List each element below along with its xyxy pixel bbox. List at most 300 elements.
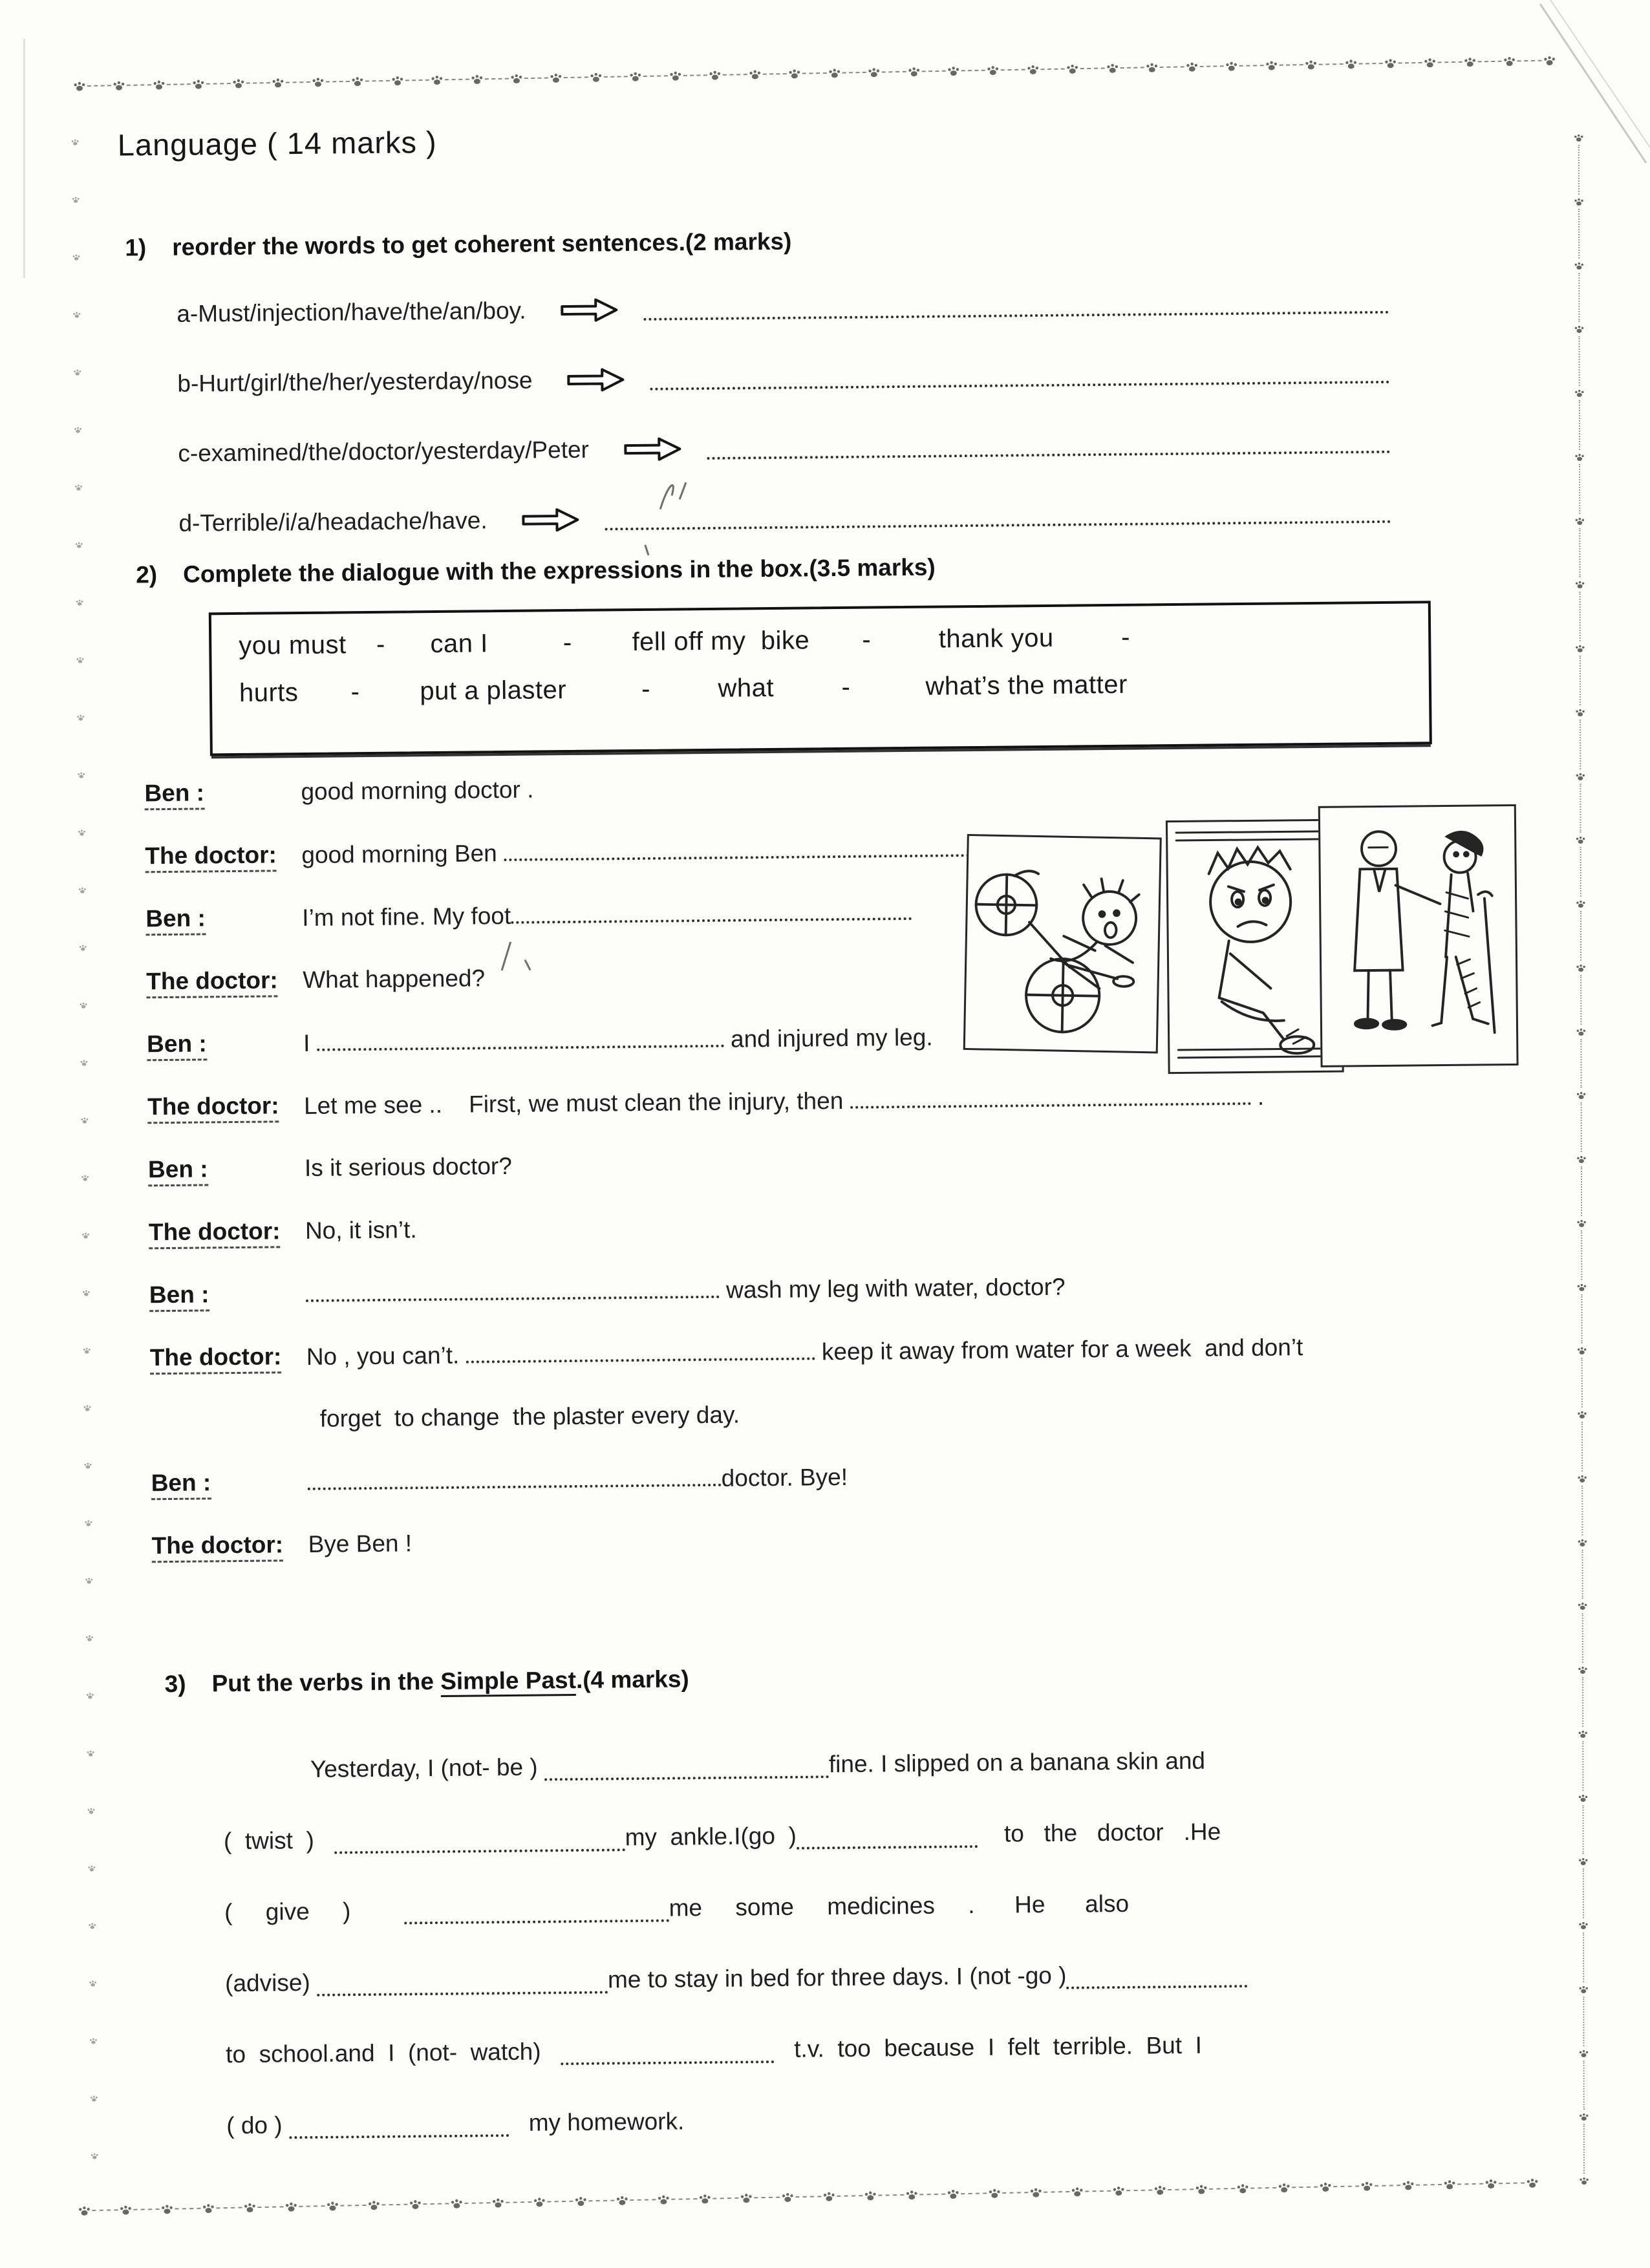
border-dash [1517,60,1541,62]
text-segment: What happened? [303,965,486,993]
paw-icon [1575,707,1585,718]
border-dash [365,80,389,82]
border-dash [1583,1932,1584,1982]
border-dash [1581,1166,1582,1216]
paw-icon [86,1691,94,1700]
question3-heading-text [211,1665,689,1697]
paw-icon [748,68,761,81]
paw-icon [1576,1281,1587,1292]
border-dash [79,549,80,598]
q1-item-words: b-Hurt/girl/the/her/yesterday/nose [177,367,533,397]
speaker-label [150,1343,306,1371]
dialogue-text [301,767,1437,806]
text-segment: Let me see .. First, we must clean the injury, then [303,1087,850,1119]
paw-icon [788,67,801,80]
paw-icon [1578,1856,1589,1867]
speaker-label-text: Ben : [144,779,204,810]
border-dash [1581,1422,1583,1471]
answer-blank [466,1338,815,1363]
speaker-label-text: The doctor: [149,1217,281,1249]
paw-icon [202,2201,215,2214]
border-dash [1416,2184,1442,2186]
speaker-label [145,904,302,932]
paw-icon [73,368,81,376]
border-dash [1583,2060,1585,2110]
paw-icon [1278,2181,1291,2194]
paw-icon [74,483,83,491]
border-dash [506,2201,531,2203]
border-dash [671,2198,697,2200]
paw-icon [1195,2183,1208,2196]
paw-icon [1574,133,1584,143]
border-dash [643,75,667,77]
border-dash [712,2198,738,2199]
paw-border-bottom [78,2174,1650,2218]
paw-icon [1265,59,1278,72]
speaker-label-text: The doctor: [150,1343,282,1375]
paw-icon [574,2194,587,2207]
paw-icon [72,253,80,261]
border-dash [921,70,945,72]
paw-icon [326,2199,339,2212]
question2-heading-text: Complete the dialogue with the expressions in the box.(3.5 marks) [182,553,936,588]
paw-icon [1575,771,1585,781]
paw-icon [91,2152,99,2160]
paw-icon [153,78,166,91]
block-arrow-icon [559,295,619,325]
border-dash [1457,2183,1483,2185]
paw-icon [1576,963,1586,973]
paw-icon [232,77,245,90]
question3-number: 3) [164,1670,186,1698]
border-dash [762,73,786,75]
paw-icon [1029,2186,1042,2199]
text-segment: t.v. too because I felt terrible. But I [774,2031,1203,2063]
paw-icon [89,2037,98,2045]
border-dash [1168,2188,1194,2190]
border-dash [1499,2182,1525,2184]
text-segment: No, it isn’t. [305,1216,417,1244]
text-segment: my ankle.I(go ) [625,1822,797,1851]
border-dash [381,2204,407,2206]
answer-blank [511,898,912,924]
speaker-label [147,1029,303,1058]
paw-icon [905,2188,918,2201]
text-segment: doctor. Bye! [721,1463,848,1492]
border-dash [604,76,628,78]
question3-paragraph [222,1713,1455,2151]
q3-heading-post: .(4 marks) [575,1665,689,1693]
paw-icon [272,76,284,89]
paw-icon [351,74,364,87]
paw-icon [1574,324,1585,334]
q3-line [223,1784,1452,1867]
speaker-label [149,1280,306,1309]
question1-items [177,268,1391,559]
answer-blank [504,835,969,861]
q3-line [224,1855,1453,1938]
paw-icon [75,540,83,549]
answer-blank [650,361,1389,390]
border-dash [78,491,79,540]
paw-icon [1578,1920,1589,1931]
dialogue-line [149,1269,1443,1344]
paw-icon [89,1979,97,1987]
answer-blank [307,1464,721,1490]
speaker-label-text: Ben : [148,1155,208,1186]
paw-icon [1225,59,1238,72]
paw-icon [78,886,87,894]
border-dash [1583,1996,1584,2046]
text-segment: No , you can’t. [306,1342,466,1370]
border-dash [878,2194,904,2196]
paw-icon [78,828,86,837]
paw-icon [112,79,125,92]
border-dash [961,70,985,72]
border-dash [86,1239,87,1289]
border-dash [87,1412,88,1461]
paw-icon [864,2189,877,2202]
paw-icon [828,67,841,80]
border-dash [484,78,508,80]
border-dash [564,76,588,78]
border-dash [1580,720,1581,769]
text-segment: Bye Ben ! [308,1530,412,1557]
paw-icon [76,598,84,606]
border-dash [175,2208,200,2210]
paw-icon [698,2192,711,2205]
border-dash [1581,1294,1582,1343]
border-dash [802,72,826,74]
paw-icon [431,73,444,86]
paw-icon [1305,58,1318,71]
expressions-box [209,601,1432,756]
border-dash [1581,1230,1582,1280]
speaker-label-text: Ben : [151,1469,211,1500]
border-dash [1044,2191,1069,2193]
text-segment: . [1250,1083,1265,1110]
q3-line [226,2068,1455,2151]
paw-icon [1578,1601,1588,1611]
paw-icon [1576,1026,1586,1036]
paw-icon [284,2200,297,2213]
paw-icon [1578,1792,1588,1803]
text-segment: (advise) [224,1969,317,1997]
paw-icon [192,78,205,91]
paw-icon [88,1921,96,1930]
block-arrow-icon [623,434,682,464]
paw-icon [71,138,80,146]
question2-number: 2) [136,561,158,588]
border-dash [1292,2187,1318,2188]
paw-border-top [73,54,1556,92]
paw-icon [1578,1984,1589,1995]
paw-icon [491,2196,504,2209]
border-dash [1002,2192,1028,2194]
border-dash [961,2192,987,2194]
paw-icon [119,2203,132,2216]
border-dash [1582,1741,1583,1791]
paw-icon [1066,62,1079,75]
paw-icon [1543,54,1556,67]
q1-item [178,477,1391,559]
paw-icon [1576,1218,1587,1228]
border-dash [78,434,79,483]
border-dash [1580,1038,1581,1088]
paw-icon [1575,579,1585,590]
speaker-label [146,967,303,995]
border-dash [83,1009,84,1058]
speaker-label-text: The doctor: [146,967,278,998]
border-dash [85,1182,86,1231]
border-dash [1358,63,1382,65]
border-dash [82,837,83,886]
speaker-label [145,841,301,870]
speaker-label-text: Ben : [145,904,206,936]
border-dash [246,82,270,84]
paw-icon [80,1116,89,1124]
paw-icon [1579,2112,1589,2122]
speaker-label-text: Ben : [147,1030,207,1061]
text-segment: good morning doctor . [301,776,534,806]
border-dash [1580,911,1581,961]
border-dash [1581,1549,1583,1599]
border-dash [1160,66,1184,68]
q3-heading-simple-past: Simple Past [440,1667,576,1697]
border-dash [588,2199,614,2201]
speaker-label [149,1217,305,1246]
paw-icon [90,2094,98,2102]
paw-icon [82,1289,91,1297]
paw-icon [1153,2183,1166,2196]
paw-icon [1577,1537,1587,1547]
paw-icon [1574,515,1585,526]
dialogue-line [150,1332,1444,1407]
paw-icon [669,69,681,82]
text-segment: Yesterday, I (not- be ) [310,1753,545,1782]
q1-item [177,337,1390,419]
border-dash [90,1642,91,1691]
border-dash [1579,336,1580,386]
paw-icon [1384,57,1397,70]
answer-blank [605,501,1391,531]
answer-blank [544,1756,829,1781]
answer-blank [317,1972,608,1996]
border-dash [299,2205,325,2207]
paw-icon [78,2204,91,2217]
border-dash [1582,1613,1583,1663]
paw-icon [533,2196,546,2209]
border-dash [1333,2185,1359,2187]
q1-item-words: c-examined/the/doctor/yesterday/Peter [178,436,590,467]
border-dash [1583,1804,1584,1854]
answer-blank [317,1025,724,1051]
answer-blank [850,1083,1250,1109]
paw-icon [72,310,81,319]
border-dash [1398,62,1422,64]
text-segment: wash my leg with water, doctor? [719,1273,1066,1303]
paw-icon [1578,1729,1588,1739]
text-segment: forget to change the plaster every day. [319,1401,740,1432]
paw-icon [83,1461,92,1470]
paw-icon [822,2190,835,2203]
paw-icon [740,2191,753,2204]
paw-icon [80,1001,88,1009]
paw-icon [1106,61,1119,74]
speaker-label-text: The doctor: [145,841,277,873]
border-dash [340,2205,366,2207]
paw-icon [1424,56,1437,69]
paw-icon [987,63,1000,76]
border-dash [75,146,76,195]
paw-icon [1579,2176,1589,2186]
border-dash [1582,1677,1583,1727]
paw-icon [1112,2184,1125,2197]
speaker-label-text: Ben : [149,1281,209,1312]
border-dash [837,2195,862,2197]
border-dash [524,78,548,80]
text-segment: me to stay in bed for three days. I (not -go ) [607,1962,1067,1993]
border-dash [76,261,77,310]
paw-border-right [1574,133,1589,2186]
paw-icon [1236,2182,1249,2195]
border-dash [1579,400,1580,450]
border-dash [77,319,78,368]
border-dash [795,2196,821,2198]
border-dash [167,83,191,85]
answer-blank [289,2115,509,2139]
border-dash [1583,1868,1584,1918]
paw-icon [616,2194,628,2207]
paw-icon [1026,63,1039,76]
q1-item-words: d-Terrible/i/a/headache/have. [178,507,488,537]
paw-icon [550,71,562,84]
paw-icon [83,1346,91,1354]
paw-icon [81,1173,89,1182]
border-dash [405,80,429,81]
text-segment: ( twist ) [223,1826,334,1855]
text-segment: and injured my leg. [723,1023,933,1053]
q3-heading-pre: Put the verbs in the [211,1667,441,1697]
border-dash [87,85,111,87]
paw-icon [87,1749,95,1757]
border-dash [1085,2190,1111,2192]
paw-icon [1402,2179,1415,2192]
paw-icon [79,943,87,952]
paw-icon [1344,58,1357,70]
paw-icon [450,2197,463,2210]
answer-blank [1066,1965,1247,1989]
text-segment: to the doctor .He [977,1818,1221,1848]
border-dash [1126,2190,1152,2192]
paw-icon [510,72,523,85]
answer-blank [404,1900,669,1925]
paw-icon [1574,388,1585,398]
border-dash [1581,1358,1583,1407]
dialogue-line [151,1457,1445,1532]
border-dash [93,1987,94,2037]
answer-blank [797,1826,978,1850]
border-dash [683,74,707,76]
paw-border-left [71,138,100,2213]
border-dash [80,664,81,713]
paw-icon [1577,1345,1587,1356]
border-dash [127,84,151,86]
border-dash [1580,847,1581,897]
paw-icon [72,195,80,204]
illustrations [964,809,1516,1080]
question2-heading [136,554,936,589]
paw-icon [988,2187,1001,2199]
paw-icon [87,1864,96,1872]
paw-icon [160,2203,173,2216]
border-dash [91,1815,92,1864]
paw-icon [391,74,403,87]
text-segment: I [303,1029,317,1056]
paw-icon [84,1519,92,1527]
cartoon-boy-falling-off-bike [963,834,1162,1053]
border-dash [1239,65,1263,67]
question3-heading [164,1665,689,1698]
border-dash [81,779,82,828]
text-segment: good morning Ben [301,840,504,869]
question1-heading [125,228,791,262]
paw-icon [87,1806,95,1815]
q3-line [222,1713,1452,1795]
paw-icon [1503,54,1516,67]
paw-icon [409,2198,422,2210]
border-dash [1581,1486,1583,1535]
page-title: Language ( 14 marks ) [117,124,437,162]
paw-icon [1576,835,1586,845]
paw-icon [1185,60,1198,73]
speaker-label-text: The doctor: [147,1092,279,1124]
border-dash [1578,145,1580,195]
border-dash [1580,783,1581,833]
border-dash [1080,67,1104,69]
border-dash [1001,69,1025,71]
q3-line [226,1997,1455,2080]
border-dash [919,2194,945,2196]
border-dash [445,79,469,81]
q1-item [177,268,1389,349]
border-dash [1581,1102,1582,1152]
paw-icon [73,80,86,92]
paw-icon [470,72,483,85]
text-segment: I’m not fine. My foot [302,902,511,931]
border-dash [92,1930,93,1979]
paw-icon [709,69,722,81]
border-dash [216,2207,242,2209]
answer-blank [643,292,1389,321]
border-dash [1199,65,1223,67]
text-segment: me some medicines . He also [669,1890,1130,1921]
border-dash [1578,272,1580,322]
paw-icon [77,771,85,779]
border-dash [1041,69,1065,70]
border-dash [1580,592,1581,641]
speaker-label [151,1468,308,1497]
text-segment: my homework. [508,2108,685,2137]
border-dash [754,2197,780,2199]
q1-item [178,407,1391,489]
border-dash [1579,528,1580,577]
paw-icon [243,2201,256,2214]
cartoon-sad-boy-injured-foot [1166,819,1344,1075]
text-segment: fine. I slipped on a banana skin and [828,1747,1206,1778]
border-dash [1583,2124,1585,2174]
paw-icon [367,2198,380,2211]
